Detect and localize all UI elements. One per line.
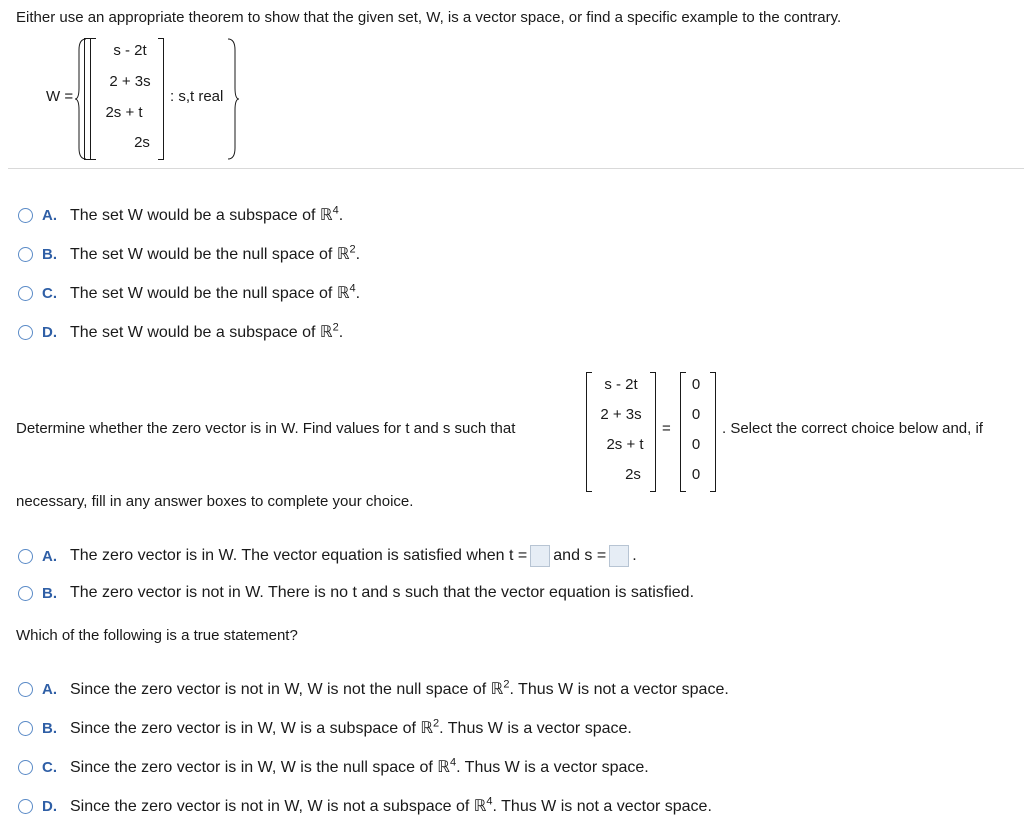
- option-letter: C.: [42, 284, 57, 302]
- option-letter: A.: [42, 206, 57, 224]
- lhs-right-bracket: [650, 372, 656, 492]
- equals-sign: =: [662, 420, 671, 437]
- matrix-right-bracket: [158, 38, 164, 160]
- w-condition: : s,t real: [170, 88, 224, 105]
- lhs-entry-3: 2s + t: [606, 436, 644, 453]
- q2-option-b[interactable]: [18, 582, 694, 604]
- option-text: The set W would be the null space of ℝ$^4$.: [70, 282, 361, 302]
- radio-button[interactable]: [18, 586, 33, 601]
- q3-option-d[interactable]: [18, 795, 712, 817]
- w-entry-1: s - 2t: [113, 42, 147, 59]
- option-letter: D.: [42, 797, 57, 815]
- q2-prompt-start: Determine whether the zero vector is in W. Find values for t and s such that: [16, 420, 516, 437]
- rhs-entry-3: 0: [691, 436, 701, 453]
- radio-button[interactable]: [18, 325, 33, 340]
- right-brace: [226, 38, 240, 160]
- option-text: The set W would be the null space of ℝ$^2$.: [70, 243, 361, 263]
- option-text: The set W would be a subspace of ℝ$^2$.: [70, 321, 344, 341]
- option-text: Since the zero vector is not in W, W is not the null space of ℝ$^2$. Thus W is not a vector space.: [70, 678, 729, 698]
- radio-button[interactable]: [18, 286, 33, 301]
- w-entry-4: 2s: [134, 134, 150, 151]
- w-entry-2: 2 + 3s: [109, 73, 151, 90]
- lhs-entry-4: 2s: [625, 466, 641, 483]
- w-entry-3: 2s + t: [105, 104, 143, 121]
- option-text: The set W would be a subspace of ℝ$^4$.: [70, 204, 344, 224]
- q1-option-b[interactable]: [18, 243, 360, 265]
- radio-button[interactable]: [18, 682, 33, 697]
- radio-button[interactable]: [18, 760, 33, 775]
- q1-option-a[interactable]: [18, 204, 343, 226]
- lhs-entry-1: s - 2t: [604, 376, 638, 393]
- radio-button[interactable]: [18, 799, 33, 814]
- option-text: The zero vector is in W. The vector equation is satisfied when t = and s = .: [70, 545, 637, 567]
- q2-prompt-end: . Select the correct choice below and, if: [722, 420, 983, 437]
- radio-button[interactable]: [18, 247, 33, 262]
- option-text: The zero vector is not in W. There is no t and s such that the vector equation is satisfied.: [70, 584, 695, 601]
- w-label: W =: [46, 88, 74, 105]
- option-text: Since the zero vector is in W, W is the null space of ℝ$^4$. Thus W is a vector space.: [70, 756, 649, 776]
- rhs-right-bracket: [710, 372, 716, 492]
- q1-option-c[interactable]: [18, 282, 360, 304]
- q2-prompt-cont: necessary, fill in any answer boxes to complete your choice.: [16, 493, 414, 510]
- radio-button[interactable]: [18, 721, 33, 736]
- radio-button[interactable]: [18, 208, 33, 223]
- option-letter: D.: [42, 323, 57, 341]
- q2-option-a[interactable]: [18, 545, 637, 567]
- q3-option-a[interactable]: [18, 678, 729, 700]
- option-letter: A.: [42, 547, 57, 565]
- option-letter: C.: [42, 758, 57, 776]
- rhs-entry-4: 0: [691, 466, 701, 483]
- option-letter: B.: [42, 584, 57, 602]
- option-letter: A.: [42, 680, 57, 698]
- radio-button[interactable]: [18, 549, 33, 564]
- option-text: Since the zero vector is in W, W is a subspace of ℝ$^2$. Thus W is a vector space.: [70, 717, 632, 737]
- option-letter: B.: [42, 245, 57, 263]
- q3-option-c[interactable]: [18, 756, 649, 778]
- rhs-entry-2: 0: [691, 406, 701, 423]
- q3-option-b[interactable]: [18, 717, 632, 739]
- option-letter: B.: [42, 719, 57, 737]
- rhs-entry-1: 0: [691, 376, 701, 393]
- option-text: Since the zero vector is not in W, W is not a subspace of ℝ$^4$. Thus W is not a vector space.: [70, 795, 712, 815]
- q3-prompt: Which of the following is a true statement?: [16, 627, 298, 644]
- section-divider: [8, 168, 1024, 169]
- t-answer-box[interactable]: [530, 545, 550, 567]
- s-answer-box[interactable]: [609, 545, 629, 567]
- problem-instruction: Either use an appropriate theorem to show that the given set, W, is a vector space, or find a specific example to the contrary.: [16, 9, 842, 26]
- lhs-entry-2: 2 + 3s: [600, 406, 642, 423]
- matrix-left-bracket-inner: [90, 38, 96, 160]
- q1-option-d[interactable]: [18, 321, 343, 343]
